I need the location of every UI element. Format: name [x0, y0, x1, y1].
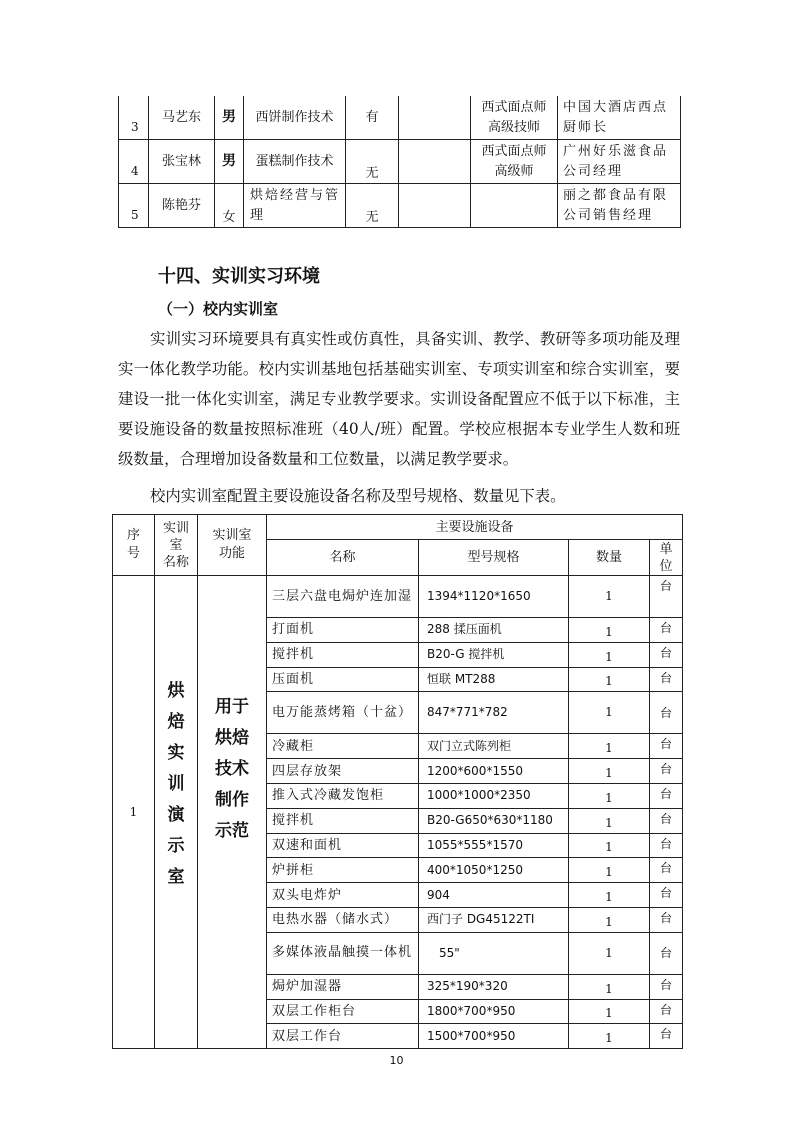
- equipment-qty: 1: [569, 576, 650, 618]
- equipment-model: 西门子 DG45122TI: [419, 907, 569, 932]
- equipment-unit: 台: [650, 734, 683, 759]
- equipment-unit: 台: [650, 974, 683, 999]
- equipment-unit: 台: [650, 833, 683, 858]
- room-function: 用于 烘焙 技术 制作 示范: [198, 576, 267, 1049]
- staff-row: [119, 140, 681, 184]
- staff-position: 广州好乐滋食品 公司经理: [558, 140, 681, 184]
- equipment-model: 904: [419, 883, 569, 908]
- equipment-name: 搅拌机: [267, 808, 419, 833]
- equipment-model: 1055*555*1570: [419, 833, 569, 858]
- staff-name: 陈艳芬: [149, 184, 215, 228]
- equipment-name: 四层存放架: [267, 759, 419, 784]
- staff-flag: 无: [346, 184, 399, 228]
- equipment-name: 搅拌机: [267, 642, 419, 667]
- staff-course: 蛋糕制作技术: [244, 140, 346, 184]
- equipment-qty: 1: [569, 833, 650, 858]
- equipment-qty: 1: [569, 999, 650, 1024]
- equipment-unit: 台: [650, 783, 683, 808]
- staff-title: [471, 184, 558, 228]
- equipment-qty: 1: [569, 667, 650, 692]
- staff-blank: [399, 140, 471, 184]
- equipment-model: 847*771*782: [419, 692, 569, 734]
- equipment-model: 288 揉压面机: [419, 618, 569, 643]
- equipment-model: 双门立式陈列柜: [419, 734, 569, 759]
- equipment-name: 双头电炸炉: [267, 883, 419, 908]
- equipment-model: 400*1050*1250: [419, 858, 569, 883]
- staff-title: 西式面点师 高级师: [471, 140, 558, 184]
- header-room-name: 实训 室 名称: [155, 515, 198, 576]
- equipment-model: 325*190*320: [419, 974, 569, 999]
- staff-name: 马艺东: [149, 96, 215, 140]
- staff-blank: [399, 184, 471, 228]
- equipment-qty: 1: [569, 618, 650, 643]
- equipment-table: [112, 514, 683, 1049]
- header-function: 实训室 功能: [198, 515, 267, 576]
- equipment-name: 焗炉加湿器: [267, 974, 419, 999]
- staff-row: [119, 96, 681, 140]
- header-main-equipment: 主要设施设备: [267, 515, 683, 540]
- equipment-model: B20-G 搅拌机: [419, 642, 569, 667]
- paragraph-intro: 实训实习环境要具有真实性或仿真性，具备实训、教学、教研等多项功能及理实一体化教学功能。校内实训基地包括基础实训室、专项实训室和综合实训室，要建设一批一体化实训室，满足专业教学要求。实训设备配置应不低于以下标准，主要设施设备的数量按照标准班（40人/班）配置。学校应根据本专业学生人数和班级数量，合理增加设备数量和工位数量，以满足教学要求。: [118, 330, 680, 468]
- equipment-model: 1800*700*950: [419, 999, 569, 1024]
- page-number: 10: [389, 1054, 404, 1067]
- equipment-qty: 1: [569, 1024, 650, 1049]
- equipment-unit: 台: [650, 999, 683, 1024]
- equipment-name: 双层工作台: [267, 1024, 419, 1049]
- staff-flag: 有: [346, 96, 399, 140]
- header-row: [113, 515, 683, 540]
- equipment-unit: 台: [650, 858, 683, 883]
- staff-no: 3: [119, 96, 149, 140]
- staff-position: 中国大酒店西点 厨师长: [558, 96, 681, 140]
- equipment-unit: 台: [650, 808, 683, 833]
- equipment-model: 1000*1000*2350: [419, 783, 569, 808]
- equipment-model: B20-G650*630*1180: [419, 808, 569, 833]
- equipment-name: 炉拼柜: [267, 858, 419, 883]
- staff-flag: 无: [346, 140, 399, 184]
- staff-blank: [399, 96, 471, 140]
- equipment-name: 双速和面机: [267, 833, 419, 858]
- staff-title: 西式面点师 高级技师: [471, 96, 558, 140]
- header-name: 名称: [267, 540, 419, 576]
- staff-course: 西饼制作技术: [244, 96, 346, 140]
- equipment-qty: 1: [569, 734, 650, 759]
- equipment-qty: 1: [569, 692, 650, 734]
- staff-row: [119, 184, 681, 228]
- equipment-name: 冷藏柜: [267, 734, 419, 759]
- equipment-name: 电万能蒸烤箱（十盆）: [267, 692, 419, 734]
- equipment-model: 55": [419, 932, 569, 974]
- staff-no: 4: [119, 140, 149, 184]
- equipment-unit: 台: [650, 642, 683, 667]
- staff-course: 烘焙经营与管理: [244, 184, 346, 228]
- header-qty: 数量: [569, 540, 650, 576]
- equipment-name: 压面机: [267, 667, 419, 692]
- equipment-qty: 1: [569, 759, 650, 784]
- staff-position: 丽之都食品有限 公司销售经理: [558, 184, 681, 228]
- equipment-qty: 1: [569, 642, 650, 667]
- header-no: 序号: [113, 515, 155, 576]
- equipment-unit: 台: [650, 759, 683, 784]
- equipment-qty: 1: [569, 858, 650, 883]
- equipment-name: 多媒体液晶触摸一体机: [267, 932, 419, 974]
- room-no: 1: [113, 576, 155, 1049]
- equipment-unit: 台: [650, 692, 683, 734]
- staff-table: [118, 96, 681, 228]
- header-unit: 单 位: [650, 540, 683, 576]
- paragraph-table-intro: 校内实训室配置主要设施设备名称及型号规格、数量见下表。: [150, 487, 566, 505]
- staff-no: 5: [119, 184, 149, 228]
- equipment-name: 双层工作柜台: [267, 999, 419, 1024]
- equipment-unit: 台: [650, 932, 683, 974]
- equipment-qty: 1: [569, 907, 650, 932]
- equipment-name: 三层六盘电焗炉连加湿: [267, 576, 419, 618]
- equipment-qty: 1: [569, 883, 650, 908]
- equipment-name: 打面机: [267, 618, 419, 643]
- equipment-model: 恒联 MT288: [419, 667, 569, 692]
- equipment-model: 1394*1120*1650: [419, 576, 569, 618]
- room-name: 烘 焙 实 训 演 示 室: [155, 576, 198, 1049]
- subsection-heading: （一）校内实训室: [158, 300, 279, 318]
- equipment-model: 1200*600*1550: [419, 759, 569, 784]
- equipment-qty: 1: [569, 808, 650, 833]
- equipment-qty: 1: [569, 783, 650, 808]
- equipment-qty: 1: [569, 932, 650, 974]
- equipment-unit: 台: [650, 1024, 683, 1049]
- equipment-qty: 1: [569, 974, 650, 999]
- equipment-name: 电热水器（储水式）: [267, 907, 419, 932]
- equipment-unit: 台: [650, 667, 683, 692]
- equipment-model: 1500*700*950: [419, 1024, 569, 1049]
- staff-name: 张宝林: [149, 140, 215, 184]
- header-model: 型号规格: [419, 540, 569, 576]
- equipment-name: 推入式冷藏发饱柜: [267, 783, 419, 808]
- equipment-row: [113, 576, 683, 618]
- staff-gender: 男: [215, 96, 244, 140]
- equipment-unit: 台: [650, 576, 683, 618]
- equipment-unit: 台: [650, 907, 683, 932]
- section-heading: 十四、实训实习环境: [158, 266, 320, 287]
- staff-gender: 女: [215, 184, 244, 228]
- equipment-unit: 台: [650, 618, 683, 643]
- equipment-unit: 台: [650, 883, 683, 908]
- staff-gender: 男: [215, 140, 244, 184]
